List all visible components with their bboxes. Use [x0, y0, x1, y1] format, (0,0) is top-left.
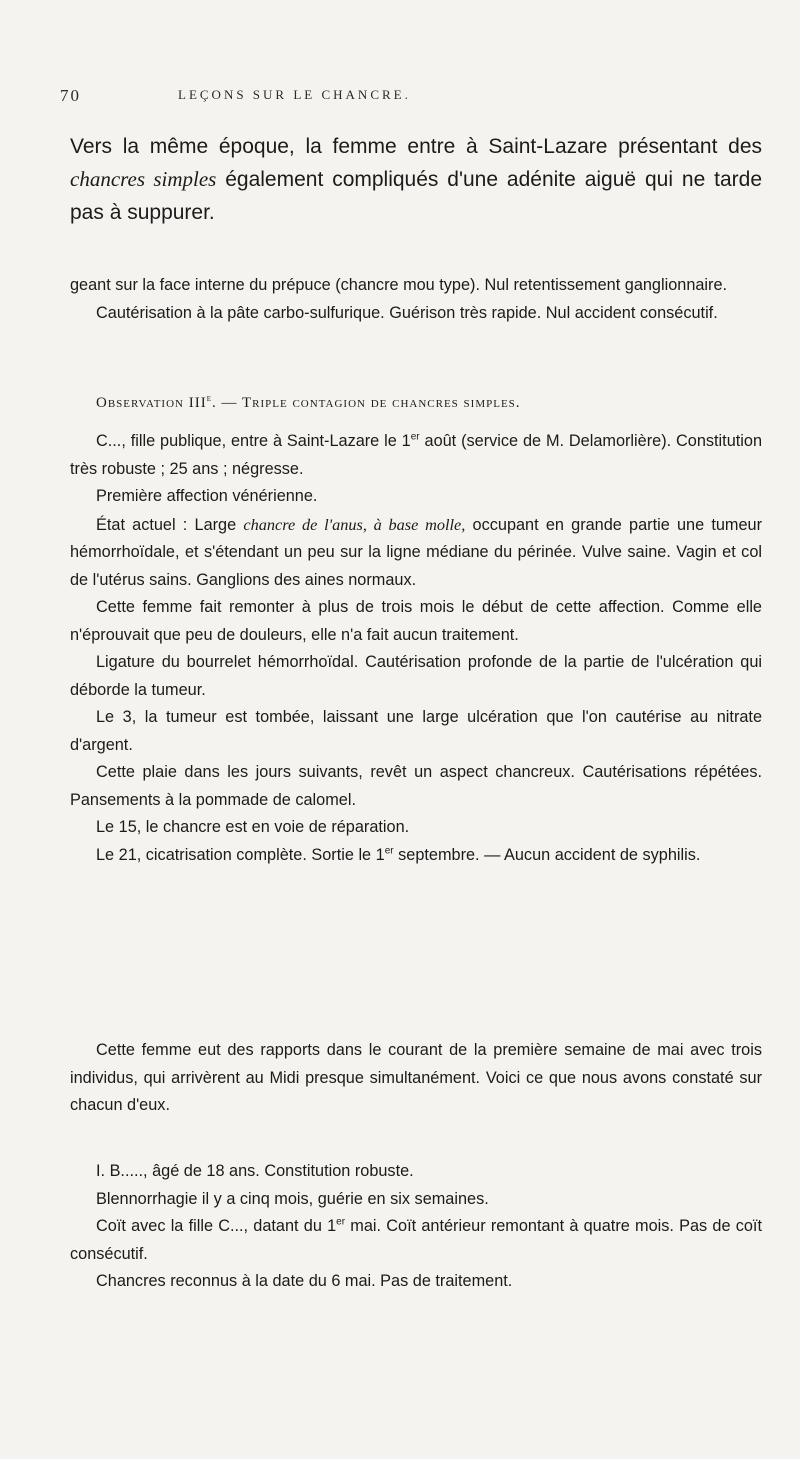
paragraph — [70, 428, 762, 483]
case-i — [70, 1158, 762, 1296]
paragraph: Cette plaie dans les jours suivants, revêt un aspect chancreux. Cautérisations répétées. Pansements à la pommade de calomel. — [70, 763, 762, 809]
paragraph — [70, 1213, 762, 1268]
text-run: mai. Coït antérieur remontant à quatre mois. Pas de coït consécutif. — [70, 1217, 762, 1263]
observation-heading — [96, 395, 776, 412]
paragraph: Cautérisation à la pâte carbo-sulfurique. Guérison très rapide. Nul accident consécutif. — [96, 303, 718, 322]
text-run: août (service de M. Delamorlière). Constitution très robuste ; 25 ans ; négresse. — [70, 432, 762, 478]
paragraph: Chancres reconnus à la date du 6 mai. Pas de traitement. — [96, 1272, 513, 1290]
paragraph — [70, 511, 762, 595]
superscript: er — [336, 1216, 346, 1228]
contact-paragraph — [70, 1037, 762, 1120]
text-run: État actuel : Large — [96, 515, 244, 534]
intro-text — [70, 130, 762, 229]
paragraph: Première affection vénérienne. — [96, 487, 318, 505]
page-header — [60, 86, 760, 110]
observation-iii-body — [70, 428, 762, 869]
text-run: Coït avec la fille C..., datant du 1 — [96, 1217, 337, 1235]
paragraph: Le 3, la tumeur est tombée, laissant une large ulcération que l'on cautérise au nitrate d'argent. — [70, 708, 762, 754]
intro-italic: chancres simples — [70, 167, 217, 191]
text-run: septembre. — Aucun accident de syphilis. — [393, 845, 701, 864]
paragraph: I. B....., âgé de 18 ans. Constitution robuste. — [96, 1162, 414, 1180]
paragraph — [70, 842, 762, 870]
paragraph: Blennorrhagie il y a cinq mois, guérie en six semaines. — [96, 1189, 489, 1208]
text-run: Le 21, cicatrisation complète. Sortie le 1 — [96, 845, 385, 864]
superscript: er — [384, 845, 394, 857]
paragraph: geant sur la face interne du prépuce (chancre mou type). Nul retentissement ganglionnaire. — [70, 276, 728, 294]
running-title: LEÇONS SUR LE CHANCRE. — [178, 87, 411, 102]
text-run: C..., fille publique, entre à Saint-Lazare le 1 — [96, 432, 411, 450]
observation-ii-end — [70, 272, 762, 327]
italic-text: chancre de l'anus, à base molle, — [243, 514, 466, 534]
superscript: er — [410, 431, 420, 443]
observation-label-sup: e — [206, 393, 212, 404]
page-number: 70 — [60, 86, 81, 105]
paragraph: Ligature du bourrelet hémorrhoïdal. Cautérisation profonde de la partie de l'ulcération qui déborde la tumeur. — [70, 653, 762, 699]
observation-separator: . — — [212, 395, 238, 411]
observation-title: Triple contagion de chancres simples. — [241, 395, 521, 411]
intro-text-end: également compliqués d'une adénite aiguë qui ne tarde pas à suppurer. — [70, 168, 763, 224]
paragraph: Cette femme eut des rapports dans le courant de la première semaine de mai avec trois individus, qui arrivèrent au Midi presque simultanément. Voici ce que nous avons constaté sur chacun d'eux. — [70, 1041, 762, 1114]
paragraph: Le 15, le chancre est en voie de réparation. — [96, 818, 410, 836]
observation-label: Observation III — [96, 395, 207, 411]
intro-text-start: Vers la même époque, la femme entre à Saint-Lazare présentant des — [70, 135, 762, 158]
intro-paragraph — [70, 130, 762, 229]
text-run: occupant en grande partie une tumeur hémorrhoïdale, et s'étendant un peu sur la ligne médiane du périnée. Vulve saine. Vagin et col de l'utérus sains. Ganglions des aines normaux. — [70, 515, 762, 589]
paragraph: Cette femme fait remonter à plus de trois mois le début de cette affection. Comme elle n'éprouvait que peu de douleurs, elle n'a fait aucun traitement. — [70, 598, 762, 644]
